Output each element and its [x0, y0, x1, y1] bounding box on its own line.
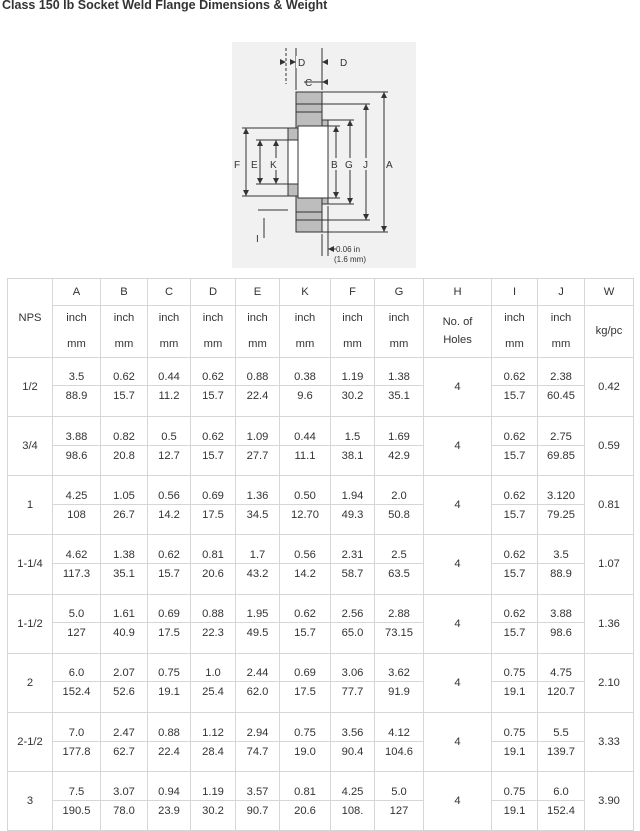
nps-cell: 3: [8, 772, 53, 831]
inch-value: 0.88: [191, 594, 236, 623]
inch-value: 3.57: [236, 772, 280, 801]
inch-value: 2.94: [236, 712, 280, 741]
weight-cell: 3.90: [585, 772, 634, 831]
inch-value: 2.07: [101, 653, 148, 682]
inch-value: 0.88: [236, 357, 280, 386]
mm-value: 38.1: [331, 445, 375, 476]
label-g: G: [345, 160, 353, 171]
inch-value: 0.62: [492, 535, 538, 564]
inch-value: 1.38: [375, 357, 424, 386]
unit-mm: mm: [538, 331, 585, 357]
mm-value: 127: [53, 623, 101, 654]
unit-inch: inch: [538, 305, 585, 331]
inch-value: 0.62: [191, 357, 236, 386]
mm-value: 98.6: [538, 623, 585, 654]
unit-mm: mm: [492, 331, 538, 357]
nps-cell: 1-1/2: [8, 594, 53, 653]
mm-value: 20.6: [280, 800, 331, 831]
mm-value: 120.7: [538, 682, 585, 713]
table-row: [8, 357, 634, 386]
mm-value: 15.7: [492, 563, 538, 594]
inch-value: 5.0: [375, 772, 424, 801]
inch-value: 0.62: [492, 594, 538, 623]
header-letter-row: [8, 279, 634, 306]
nps-cell: 1-1/4: [8, 535, 53, 594]
inch-value: 1.38: [101, 535, 148, 564]
mm-value: 127: [375, 800, 424, 831]
inch-value: 6.0: [53, 653, 101, 682]
unit-mm: mm: [101, 331, 148, 357]
column-letter: K: [280, 279, 331, 306]
mm-value: 91.9: [375, 682, 424, 713]
inch-value: 5.5: [538, 712, 585, 741]
note-line-1: 0.06 in: [336, 245, 361, 254]
mm-value: 14.2: [280, 563, 331, 594]
inch-value: 2.31: [331, 535, 375, 564]
holes-cell: 4: [424, 594, 492, 653]
mm-value: 34.5: [236, 504, 280, 535]
inch-value: 2.5: [375, 535, 424, 564]
mm-value: 40.9: [101, 623, 148, 654]
label-i: I: [256, 234, 259, 245]
inch-value: 3.07: [101, 772, 148, 801]
weight-unit-header: kg/pc: [585, 305, 634, 357]
table-row: [8, 504, 634, 535]
mm-value: 15.7: [191, 445, 236, 476]
mm-value: 15.7: [492, 623, 538, 654]
weight-cell: 1.07: [585, 535, 634, 594]
mm-value: 73.15: [375, 623, 424, 654]
unit-mm: mm: [236, 331, 280, 357]
mm-value: 14.2: [148, 504, 191, 535]
unit-mm: mm: [375, 331, 424, 357]
inch-value: 0.69: [191, 476, 236, 505]
holes-cell: 4: [424, 653, 492, 712]
inch-value: 3.88: [53, 416, 101, 445]
inch-value: 3.120: [538, 476, 585, 505]
weight-cell: 3.33: [585, 712, 634, 771]
inch-value: 3.88: [538, 594, 585, 623]
label-f: F: [234, 160, 241, 171]
mm-value: 52.6: [101, 682, 148, 713]
mm-value: 17.5: [148, 623, 191, 654]
inch-value: 0.38: [280, 357, 331, 386]
inch-value: 2.44: [236, 653, 280, 682]
inch-value: 4.25: [53, 476, 101, 505]
column-letter: H: [424, 279, 492, 306]
mm-value: 9.6: [280, 386, 331, 417]
inch-value: 1.5: [331, 416, 375, 445]
header-inch-row: [8, 305, 634, 331]
column-letter: D: [191, 279, 236, 306]
mm-value: 77.7: [331, 682, 375, 713]
inch-value: 4.12: [375, 712, 424, 741]
mm-value: 17.5: [191, 504, 236, 535]
nps-cell: 2: [8, 653, 53, 712]
holes-cell: 4: [424, 357, 492, 416]
page-title: Class 150 lb Socket Weld Flange Dimensions & Weight: [2, 0, 328, 12]
mm-value: 12.7: [148, 445, 191, 476]
mm-value: 22.4: [236, 386, 280, 417]
table-row: [8, 653, 634, 682]
inch-value: 0.50: [280, 476, 331, 505]
inch-value: 4.75: [538, 653, 585, 682]
note-line-2: (1.6 mm): [334, 255, 366, 264]
unit-mm: mm: [53, 331, 101, 357]
mm-value: 62.7: [101, 741, 148, 772]
mm-value: 27.7: [236, 445, 280, 476]
mm-value: 152.4: [538, 800, 585, 831]
mm-value: 12.70: [280, 504, 331, 535]
mm-value: 98.6: [53, 445, 101, 476]
mm-value: 35.1: [101, 563, 148, 594]
inch-value: 3.5: [538, 535, 585, 564]
inch-value: 3.56: [331, 712, 375, 741]
mm-value: 20.8: [101, 445, 148, 476]
table-row: [8, 386, 634, 417]
inch-value: 0.94: [148, 772, 191, 801]
inch-value: 2.47: [101, 712, 148, 741]
holes-cell: 4: [424, 476, 492, 535]
inch-value: 0.75: [492, 653, 538, 682]
label-a: A: [386, 160, 393, 171]
inch-value: 0.44: [280, 416, 331, 445]
weight-cell: 0.59: [585, 416, 634, 475]
inch-value: 1.19: [191, 772, 236, 801]
inch-value: 7.0: [53, 712, 101, 741]
column-letter: W: [585, 279, 634, 306]
mm-value: 88.9: [53, 386, 101, 417]
mm-value: 19.1: [148, 682, 191, 713]
mm-value: 19.0: [280, 741, 331, 772]
mm-value: 25.4: [191, 682, 236, 713]
mm-value: 74.7: [236, 741, 280, 772]
inch-value: 0.75: [492, 712, 538, 741]
label-b: B: [331, 160, 338, 171]
holes-cell: 4: [424, 712, 492, 771]
unit-inch: inch: [331, 305, 375, 331]
mm-value: 90.4: [331, 741, 375, 772]
nps-cell: 2-1/2: [8, 712, 53, 771]
weight-cell: 0.42: [585, 357, 634, 416]
inch-value: 1.19: [331, 357, 375, 386]
flange-diagram: [228, 42, 418, 268]
mm-value: 17.5: [280, 682, 331, 713]
inch-value: 1.05: [101, 476, 148, 505]
label-d-right: D: [340, 58, 348, 69]
inch-value: 1.61: [101, 594, 148, 623]
header-mm-row: [8, 331, 634, 357]
mm-value: 15.7: [492, 504, 538, 535]
holes-cell: 4: [424, 535, 492, 594]
inch-value: 0.5: [148, 416, 191, 445]
holes-cell: 4: [424, 772, 492, 831]
inch-value: 4.62: [53, 535, 101, 564]
column-letter: I: [492, 279, 538, 306]
table-row: [8, 712, 634, 741]
nps-cell: 1/2: [8, 357, 53, 416]
mm-value: 62.0: [236, 682, 280, 713]
column-letter: E: [236, 279, 280, 306]
mm-value: 15.7: [280, 623, 331, 654]
inch-value: 5.0: [53, 594, 101, 623]
mm-value: 117.3: [53, 563, 101, 594]
mm-value: 177.8: [53, 741, 101, 772]
inch-value: 0.69: [148, 594, 191, 623]
mm-value: 22.4: [148, 741, 191, 772]
label-d-left: D: [298, 58, 306, 69]
table-row: [8, 563, 634, 594]
unit-inch: inch: [191, 305, 236, 331]
nps-header: NPS: [8, 279, 53, 358]
mm-value: 28.4: [191, 741, 236, 772]
mm-value: 139.7: [538, 741, 585, 772]
inch-value: 3.62: [375, 653, 424, 682]
inch-value: 1.94: [331, 476, 375, 505]
mm-value: 58.7: [331, 563, 375, 594]
weight-cell: 0.81: [585, 476, 634, 535]
table-row: [8, 416, 634, 445]
inch-value: 0.62: [191, 416, 236, 445]
inch-value: 0.81: [280, 772, 331, 801]
inch-value: 1.12: [191, 712, 236, 741]
inch-value: 0.62: [492, 357, 538, 386]
inch-value: 0.62: [280, 594, 331, 623]
mm-value: 69.85: [538, 445, 585, 476]
inch-value: 0.75: [280, 712, 331, 741]
holes-cell: 4: [424, 416, 492, 475]
weight-cell: 1.36: [585, 594, 634, 653]
mm-value: 22.3: [191, 623, 236, 654]
label-j: J: [363, 160, 368, 171]
table-row: [8, 535, 634, 564]
mm-value: 20.6: [191, 563, 236, 594]
mm-value: 19.1: [492, 682, 538, 713]
inch-value: 0.88: [148, 712, 191, 741]
inch-value: 0.81: [191, 535, 236, 564]
label-e: E: [251, 160, 258, 171]
unit-mm: mm: [148, 331, 191, 357]
mm-value: 15.7: [492, 386, 538, 417]
mm-value: 49.5: [236, 623, 280, 654]
column-letter: J: [538, 279, 585, 306]
table-row: [8, 772, 634, 801]
table-row: [8, 623, 634, 654]
inch-value: 2.56: [331, 594, 375, 623]
inch-value: 2.0: [375, 476, 424, 505]
mm-value: 50.8: [375, 504, 424, 535]
table-body: [8, 279, 634, 831]
mm-value: 63.5: [375, 563, 424, 594]
inch-value: 0.75: [492, 772, 538, 801]
inch-value: 1.36: [236, 476, 280, 505]
label-c: C: [305, 78, 313, 89]
inch-value: 1.7: [236, 535, 280, 564]
inch-value: 2.75: [538, 416, 585, 445]
inch-value: 2.88: [375, 594, 424, 623]
table-row: [8, 445, 634, 476]
unit-inch: inch: [101, 305, 148, 331]
unit-mm: mm: [191, 331, 236, 357]
inch-value: 0.56: [148, 476, 191, 505]
unit-mm: mm: [331, 331, 375, 357]
unit-inch: inch: [236, 305, 280, 331]
nps-cell: 1: [8, 476, 53, 535]
mm-value: 30.2: [191, 800, 236, 831]
inch-value: 3.5: [53, 357, 101, 386]
mm-value: 35.1: [375, 386, 424, 417]
mm-value: 60.45: [538, 386, 585, 417]
inch-value: 1.0: [191, 653, 236, 682]
mm-value: 79.25: [538, 504, 585, 535]
table-row: [8, 594, 634, 623]
inch-value: 2.38: [538, 357, 585, 386]
inch-value: 0.62: [101, 357, 148, 386]
mm-value: 43.2: [236, 563, 280, 594]
mm-value: 78.0: [101, 800, 148, 831]
mm-value: 104.6: [375, 741, 424, 772]
inch-value: 7.5: [53, 772, 101, 801]
column-letter: G: [375, 279, 424, 306]
inch-value: 0.44: [148, 357, 191, 386]
mm-value: 19.1: [492, 800, 538, 831]
unit-inch: inch: [375, 305, 424, 331]
mm-value: 152.4: [53, 682, 101, 713]
inch-value: 6.0: [538, 772, 585, 801]
inch-value: 3.06: [331, 653, 375, 682]
column-letter: F: [331, 279, 375, 306]
mm-value: 15.7: [101, 386, 148, 417]
unit-mm: mm: [280, 331, 331, 357]
mm-value: 108.: [331, 800, 375, 831]
unit-inch: inch: [492, 305, 538, 331]
table-row: [8, 800, 634, 831]
inch-value: 1.95: [236, 594, 280, 623]
mm-value: 15.7: [191, 386, 236, 417]
table-row: [8, 476, 634, 505]
column-letter: C: [148, 279, 191, 306]
weight-cell: 2.10: [585, 653, 634, 712]
mm-value: 190.5: [53, 800, 101, 831]
inch-value: 0.82: [101, 416, 148, 445]
inch-value: 4.25: [331, 772, 375, 801]
inch-value: 0.75: [148, 653, 191, 682]
unit-inch: inch: [280, 305, 331, 331]
inch-value: 0.69: [280, 653, 331, 682]
mm-value: 23.9: [148, 800, 191, 831]
mm-value: 49.3: [331, 504, 375, 535]
holes-header: No. of Holes: [424, 305, 492, 357]
mm-value: 15.7: [492, 445, 538, 476]
inch-value: 0.62: [492, 416, 538, 445]
inch-value: 1.09: [236, 416, 280, 445]
inch-value: 0.62: [492, 476, 538, 505]
mm-value: 19.1: [492, 741, 538, 772]
mm-value: 108: [53, 504, 101, 535]
nps-cell: 3/4: [8, 416, 53, 475]
mm-value: 26.7: [101, 504, 148, 535]
inch-value: 0.62: [148, 535, 191, 564]
inch-value: 1.69: [375, 416, 424, 445]
mm-value: 65.0: [331, 623, 375, 654]
mm-value: 30.2: [331, 386, 375, 417]
inch-value: 0.56: [280, 535, 331, 564]
mm-value: 11.1: [280, 445, 331, 476]
table-row: [8, 741, 634, 772]
label-k: K: [270, 160, 277, 171]
mm-value: 90.7: [236, 800, 280, 831]
column-letter: A: [53, 279, 101, 306]
mm-value: 15.7: [148, 563, 191, 594]
unit-inch: inch: [148, 305, 191, 331]
table-row: [8, 682, 634, 713]
mm-value: 42.9: [375, 445, 424, 476]
dimensions-table: [7, 278, 634, 831]
mm-value: 11.2: [148, 386, 191, 417]
column-letter: B: [101, 279, 148, 306]
mm-value: 88.9: [538, 563, 585, 594]
unit-inch: inch: [53, 305, 101, 331]
